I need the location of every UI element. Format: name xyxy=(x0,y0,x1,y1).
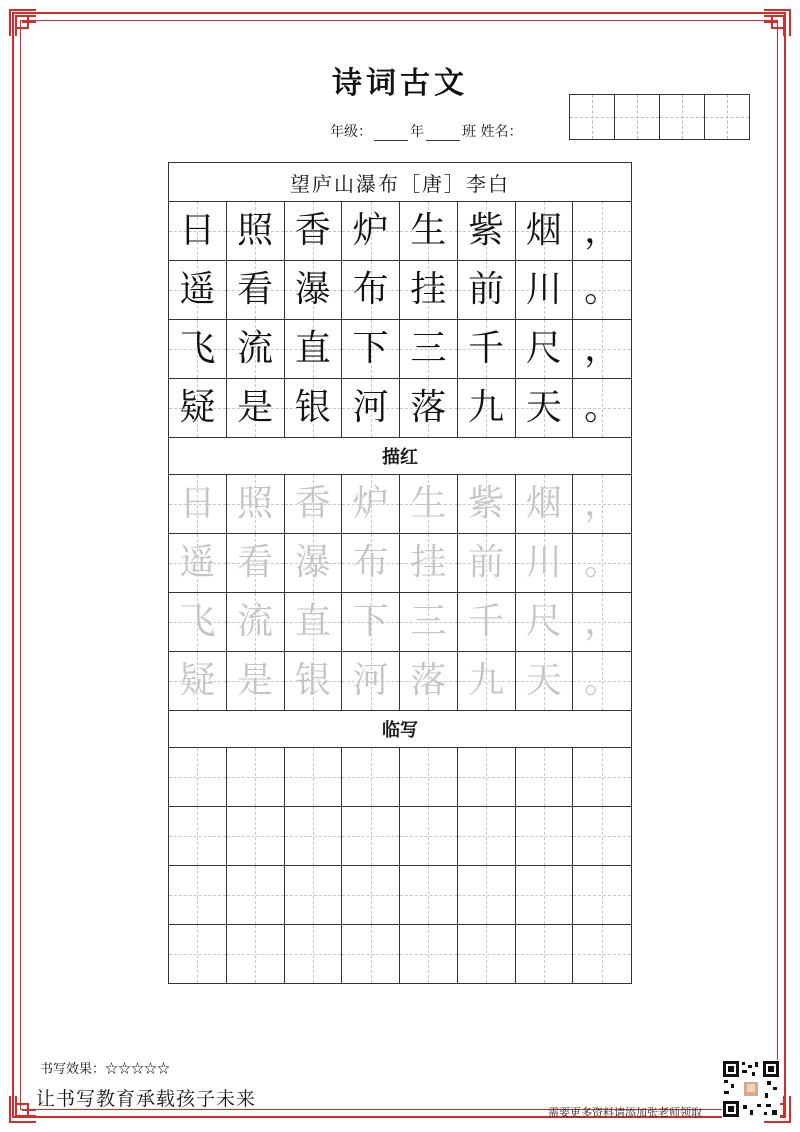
char-cell: 前 xyxy=(458,261,516,319)
copy-cell[interactable] xyxy=(169,748,227,806)
trace-cell[interactable]: 落 xyxy=(400,652,458,710)
copy-cell[interactable] xyxy=(342,748,400,806)
char-cell: 飞 xyxy=(169,320,227,378)
copy-cell[interactable] xyxy=(285,866,343,924)
trace-cell[interactable]: 炉 xyxy=(342,475,400,533)
char-cell: 是 xyxy=(227,379,285,437)
trace-cell[interactable]: 飞 xyxy=(169,593,227,651)
copy-cell[interactable] xyxy=(342,807,400,865)
char-cell: 看 xyxy=(227,261,285,319)
copy-cell[interactable] xyxy=(573,866,631,924)
trace-cell[interactable]: 日 xyxy=(169,475,227,533)
trace-cell[interactable]: 银 xyxy=(285,652,343,710)
copy-cell[interactable] xyxy=(285,748,343,806)
copy-cell[interactable] xyxy=(400,866,458,924)
trace-cell[interactable]: 遥 xyxy=(169,534,227,592)
poem-line xyxy=(169,261,631,320)
trace-cell[interactable]: 紫 xyxy=(458,475,516,533)
trace-line xyxy=(169,652,631,711)
copy-cell[interactable] xyxy=(516,925,574,983)
corner-ornament-bottom-left xyxy=(8,1094,38,1124)
trace-cell[interactable]: 。 xyxy=(573,534,631,592)
grade-blank[interactable] xyxy=(374,126,408,141)
trace-line xyxy=(169,593,631,652)
class-label: 班 xyxy=(462,124,476,140)
char-cell: 尺 xyxy=(516,320,574,378)
char-cell: 。 xyxy=(573,261,631,319)
copy-cell[interactable] xyxy=(227,866,285,924)
copy-line xyxy=(169,807,631,866)
char-cell: 下 xyxy=(342,320,400,378)
char-cell: 挂 xyxy=(400,261,458,319)
copy-cell[interactable] xyxy=(169,807,227,865)
char-cell: 银 xyxy=(285,379,343,437)
contact-note: 需要更多资料请添加张老师领取 xyxy=(548,1106,702,1119)
trace-cell[interactable]: 照 xyxy=(227,475,285,533)
char-cell: 天 xyxy=(516,379,574,437)
copy-grid xyxy=(169,748,631,983)
copy-section-title: 临写 xyxy=(169,711,631,748)
char-cell: 川 xyxy=(516,261,574,319)
char-cell: ， xyxy=(573,202,631,260)
name-boxes xyxy=(569,94,755,140)
trace-cell[interactable]: 看 xyxy=(227,534,285,592)
copy-cell[interactable] xyxy=(342,866,400,924)
copy-cell[interactable] xyxy=(227,748,285,806)
writing-rating xyxy=(40,1058,170,1077)
qr-code xyxy=(722,1060,780,1118)
slogan: 让书写教育承载孩子未来 xyxy=(36,1088,257,1110)
grade-label: 年级： xyxy=(330,124,372,140)
trace-cell[interactable]: 香 xyxy=(285,475,343,533)
copy-cell[interactable] xyxy=(285,807,343,865)
copy-cell[interactable] xyxy=(458,866,516,924)
copy-cell[interactable] xyxy=(458,807,516,865)
copy-cell[interactable] xyxy=(227,807,285,865)
char-cell: 布 xyxy=(342,261,400,319)
trace-cell[interactable]: 布 xyxy=(342,534,400,592)
name-box[interactable] xyxy=(614,94,660,140)
char-cell: 直 xyxy=(285,320,343,378)
char-cell: 紫 xyxy=(458,202,516,260)
trace-cell[interactable]: 下 xyxy=(342,593,400,651)
char-cell: 生 xyxy=(400,202,458,260)
char-cell: ， xyxy=(573,320,631,378)
poem-line xyxy=(169,320,631,379)
char-cell: 日 xyxy=(169,202,227,260)
copy-line xyxy=(169,748,631,807)
trace-cell[interactable]: 疑 xyxy=(169,652,227,710)
copy-cell[interactable] xyxy=(227,925,285,983)
trace-cell[interactable]: 九 xyxy=(458,652,516,710)
copy-cell[interactable] xyxy=(573,748,631,806)
trace-cell[interactable]: ， xyxy=(573,593,631,651)
trace-cell[interactable]: 是 xyxy=(227,652,285,710)
corner-ornament-top-right xyxy=(762,8,792,38)
rating-label: 书写效果： xyxy=(40,1062,106,1077)
trace-cell[interactable]: 直 xyxy=(285,593,343,651)
class-blank[interactable] xyxy=(426,126,460,141)
copy-cell[interactable] xyxy=(516,866,574,924)
name-box[interactable] xyxy=(569,94,615,140)
char-cell: 。 xyxy=(573,379,631,437)
trace-cell[interactable]: 天 xyxy=(516,652,574,710)
copy-cell[interactable] xyxy=(458,925,516,983)
char-cell: 三 xyxy=(400,320,458,378)
name-box[interactable] xyxy=(659,94,705,140)
trace-cell[interactable]: 流 xyxy=(227,593,285,651)
copy-line xyxy=(169,925,631,983)
trace-cell[interactable]: 。 xyxy=(573,652,631,710)
copy-cell[interactable] xyxy=(573,925,631,983)
poem-line xyxy=(169,202,631,261)
copy-cell[interactable] xyxy=(169,925,227,983)
poem-heading: 望庐山瀑布［唐］李白 xyxy=(169,163,631,202)
copy-cell[interactable] xyxy=(285,925,343,983)
writing-sheet xyxy=(168,162,632,984)
rating-stars[interactable]: ☆☆☆☆☆ xyxy=(105,1062,171,1077)
char-cell: 九 xyxy=(458,379,516,437)
trace-cell[interactable]: 尺 xyxy=(516,593,574,651)
char-cell: 瀑 xyxy=(285,261,343,319)
trace-grid xyxy=(169,475,631,711)
trace-line xyxy=(169,475,631,534)
char-cell: 落 xyxy=(400,379,458,437)
name-label: 姓名： xyxy=(480,124,523,140)
copy-line xyxy=(169,866,631,925)
copy-cell[interactable] xyxy=(458,748,516,806)
trace-cell[interactable]: 生 xyxy=(400,475,458,533)
char-cell: 疑 xyxy=(169,379,227,437)
copy-cell[interactable] xyxy=(400,807,458,865)
copy-cell[interactable] xyxy=(400,925,458,983)
char-cell: 炉 xyxy=(342,202,400,260)
copy-cell[interactable] xyxy=(342,925,400,983)
char-cell: 照 xyxy=(227,202,285,260)
copy-cell[interactable] xyxy=(573,807,631,865)
copy-cell[interactable] xyxy=(169,866,227,924)
trace-cell[interactable]: 瀑 xyxy=(285,534,343,592)
char-cell: 遥 xyxy=(169,261,227,319)
trace-cell[interactable]: 川 xyxy=(516,534,574,592)
trace-line xyxy=(169,534,631,593)
name-box[interactable] xyxy=(704,94,750,140)
poem-model xyxy=(169,202,631,438)
trace-cell[interactable]: 三 xyxy=(400,593,458,651)
trace-cell[interactable]: 千 xyxy=(458,593,516,651)
corner-ornament-top-left xyxy=(8,8,38,38)
char-cell: 香 xyxy=(285,202,343,260)
year-label: 年 xyxy=(410,124,424,140)
char-cell: 千 xyxy=(458,320,516,378)
poem-line xyxy=(169,379,631,438)
trace-cell[interactable]: 河 xyxy=(342,652,400,710)
copy-cell[interactable] xyxy=(400,748,458,806)
student-info xyxy=(330,121,522,141)
trace-section-title: 描红 xyxy=(169,438,631,475)
trace-cell[interactable]: 烟 xyxy=(516,475,574,533)
trace-cell[interactable]: 挂 xyxy=(400,534,458,592)
char-cell: 烟 xyxy=(516,202,574,260)
char-cell: 河 xyxy=(342,379,400,437)
page-title: 诗词古文 xyxy=(332,66,468,101)
char-cell: 流 xyxy=(227,320,285,378)
copy-cell[interactable] xyxy=(516,807,574,865)
copy-cell[interactable] xyxy=(516,748,574,806)
trace-cell[interactable]: ， xyxy=(573,475,631,533)
trace-cell[interactable]: 前 xyxy=(458,534,516,592)
